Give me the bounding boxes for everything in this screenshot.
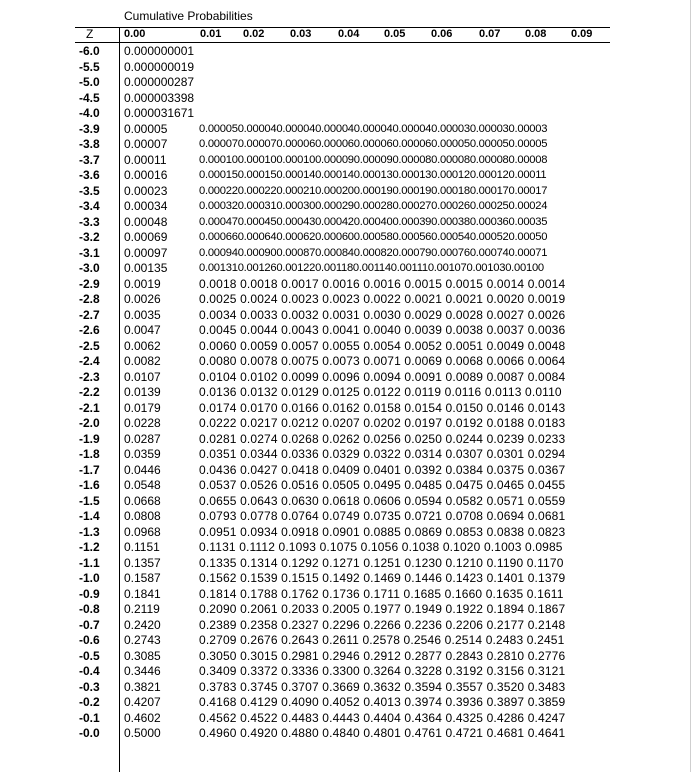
probability-cell-0.00: 0.0026 xyxy=(124,292,161,306)
column-header: 0.07 xyxy=(479,28,501,40)
table-row xyxy=(0,168,620,184)
table-row xyxy=(0,525,620,541)
z-value: -0.2 xyxy=(79,695,100,709)
z-value: -2.9 xyxy=(79,276,100,291)
column-header: 0.02 xyxy=(243,28,265,40)
probability-cells-0.01-0.09: 0.0080 0.0078 0.0075 0.0073 0.0071 0.0069 0.0068 0.0066 0.0064 xyxy=(199,354,566,368)
column-header: 0.05 xyxy=(384,28,406,40)
table-row xyxy=(0,556,620,572)
z-value: -2.2 xyxy=(79,385,100,399)
probability-cells-0.01-0.09: 0.0222 0.0217 0.0212 0.0207 0.0202 0.0197 0.0192 0.0188 0.0183 xyxy=(199,416,566,430)
probability-cells-0.01-0.09: 0.4562 0.4522 0.4483 0.4443 0.4404 0.4364 0.4325 0.4286 0.4247 xyxy=(199,710,566,725)
table-row xyxy=(0,60,620,76)
table-row xyxy=(0,478,620,494)
z-value: -0.9 xyxy=(79,586,100,601)
z-value: -0.1 xyxy=(79,710,100,725)
z-value: -1.6 xyxy=(79,478,100,492)
z-value: -0.8 xyxy=(79,602,100,616)
probability-cells-0.01-0.09: 0.0655 0.0643 0.0630 0.0618 0.0606 0.0594 0.0582 0.0571 0.0559 xyxy=(199,493,566,508)
table-row xyxy=(0,153,620,169)
probability-cell-0.00: 0.00034 xyxy=(124,199,168,213)
z-value: -3.5 xyxy=(79,183,100,198)
table-row xyxy=(0,618,620,634)
probability-cell-0.00: 0.0035 xyxy=(124,307,161,322)
probability-cell-0.00: 0.000003398 xyxy=(124,90,195,105)
probability-cell-0.00: 0.00011 xyxy=(124,152,167,167)
table-row xyxy=(0,432,620,448)
probability-table-body xyxy=(0,44,620,742)
z-value: -3.6 xyxy=(79,168,100,182)
table-row xyxy=(0,215,620,231)
probability-cell-0.00: 0.000031671 xyxy=(124,106,195,120)
probability-cells-0.01-0.09: 0.000320.000310.000300.000290.000280.000270.000260.000250.00024 xyxy=(199,200,548,212)
z-value: -3.1 xyxy=(79,245,100,260)
probability-cells-0.01-0.09: 0.001310.001260.001220.001180.001140.001110.001070.001030.00100 xyxy=(199,262,544,274)
probability-cell-0.00: 0.0968 xyxy=(124,524,161,539)
probability-cells-0.01-0.09: 0.0281 0.0274 0.0268 0.0262 0.0256 0.0250 0.0244 0.0239 0.0233 xyxy=(199,431,566,446)
probability-cell-0.00: 0.000000001 xyxy=(124,44,195,58)
table-row xyxy=(0,509,620,525)
table-row xyxy=(0,277,620,293)
probability-cells-0.01-0.09: 0.0174 0.0170 0.0166 0.0162 0.0158 0.0154 0.0150 0.0146 0.0143 xyxy=(199,400,566,415)
table-row xyxy=(0,308,620,324)
z-value: -0.4 xyxy=(79,664,100,678)
probability-cell-0.00: 0.0179 xyxy=(124,400,161,415)
probability-cells-0.01-0.09: 0.0034 0.0033 0.0032 0.0031 0.0030 0.0029 0.0028 0.0027 0.0026 xyxy=(199,307,566,322)
z-value: -1.1 xyxy=(79,555,100,570)
table-row xyxy=(0,339,620,355)
table-row xyxy=(0,122,620,138)
probability-cell-0.00: 0.000000287 xyxy=(124,75,195,89)
table-row xyxy=(0,587,620,603)
column-header-row xyxy=(0,27,620,42)
table-row xyxy=(0,199,620,215)
probability-cells-0.01-0.09: 0.000660.000640.000620.000600.000580.000560.000540.000520.00050 xyxy=(199,231,548,243)
z-value: -2.8 xyxy=(79,292,100,306)
probability-cell-0.00: 0.0228 xyxy=(124,416,161,430)
table-row xyxy=(0,711,620,727)
z-value: -3.2 xyxy=(79,230,100,244)
probability-cell-0.00: 0.00005 xyxy=(124,121,168,136)
column-header: 0.01 xyxy=(200,28,222,40)
probability-cell-0.00: 0.5000 xyxy=(124,726,161,740)
table-row xyxy=(0,292,620,308)
probability-cells-0.01-0.09: 0.0045 0.0044 0.0043 0.0041 0.0040 0.0039 0.0038 0.0037 0.0036 xyxy=(199,323,566,337)
table-row xyxy=(0,370,620,386)
table-row xyxy=(0,695,620,711)
probability-cell-0.00: 0.1357 xyxy=(124,555,161,570)
table-row xyxy=(0,649,620,665)
probability-cells-0.01-0.09: 0.2389 0.2358 0.2327 0.2296 0.2266 0.2236 0.2206 0.2177 0.2148 xyxy=(199,617,566,632)
probability-cell-0.00: 0.0019 xyxy=(124,276,161,291)
probability-cell-0.00: 0.1587 xyxy=(124,571,161,585)
column-header: 0.06 xyxy=(431,28,453,40)
table-row xyxy=(0,680,620,696)
z-value: -0.6 xyxy=(79,633,100,647)
z-value: -4.0 xyxy=(79,106,100,120)
z-column-header: Z xyxy=(86,27,94,41)
z-value: -5.0 xyxy=(79,75,100,89)
table-title: Cumulative Probabilities xyxy=(124,9,253,23)
z-value: -2.5 xyxy=(79,338,100,353)
table-row xyxy=(0,44,620,60)
column-header: 0.00 xyxy=(124,28,146,40)
probability-cells-0.01-0.09: 0.0104 0.0102 0.0099 0.0096 0.0094 0.0091 0.0089 0.0087 0.0084 xyxy=(199,369,566,384)
probability-cells-0.01-0.09: 0.0436 0.0427 0.0418 0.0409 0.0401 0.0392 0.0384 0.0375 0.0367 xyxy=(199,462,566,477)
column-header: 0.04 xyxy=(338,28,360,40)
probability-cell-0.00: 0.0548 xyxy=(124,478,161,492)
z-value: -2.6 xyxy=(79,323,100,337)
probability-cell-0.00: 0.2119 xyxy=(124,602,160,616)
probability-cell-0.00: 0.000000019 xyxy=(124,59,195,74)
z-value: -2.4 xyxy=(79,354,100,368)
probability-cells-0.01-0.09: 0.4168 0.4129 0.4090 0.4052 0.4013 0.3974 0.3936 0.3897 0.3859 xyxy=(199,695,566,709)
probability-cells-0.01-0.09: 0.0951 0.0934 0.0918 0.0901 0.0885 0.0869 0.0853 0.0838 0.0823 xyxy=(199,524,566,539)
z-value: -1.7 xyxy=(79,462,100,477)
probability-cell-0.00: 0.1151 xyxy=(124,540,160,554)
z-value: -4.5 xyxy=(79,90,100,105)
probability-cell-0.00: 0.2420 xyxy=(124,617,161,632)
probability-cells-0.01-0.09: 0.0060 0.0059 0.0057 0.0055 0.0054 0.0052 0.0051 0.0049 0.0048 xyxy=(199,338,566,353)
table-row xyxy=(0,354,620,370)
probability-cells-0.01-0.09: 0.000470.000450.000430.000420.000400.000390.000380.000360.00035 xyxy=(199,215,548,228)
z-value: -3.7 xyxy=(79,152,100,167)
z-value: -1.2 xyxy=(79,540,100,554)
z-value: -6.0 xyxy=(79,44,100,58)
probability-cells-0.01-0.09: 0.3409 0.3372 0.3336 0.3300 0.3264 0.3228 0.3192 0.3156 0.3121 xyxy=(199,664,566,678)
probability-cells-0.01-0.09: 0.1131 0.1112 0.1093 0.1075 0.1056 0.1038 0.1020 0.1003 0.0985 xyxy=(199,540,563,554)
probability-cells-0.01-0.09: 0.0351 0.0344 0.0336 0.0329 0.0322 0.0314 0.0307 0.0301 0.0294 xyxy=(199,447,566,461)
table-row xyxy=(0,323,620,339)
table-row xyxy=(0,494,620,510)
probability-cell-0.00: 0.0047 xyxy=(124,323,161,337)
probability-cell-0.00: 0.3085 xyxy=(124,648,161,663)
probability-cell-0.00: 0.0808 xyxy=(124,509,161,523)
table-row xyxy=(0,106,620,122)
table-row xyxy=(0,75,620,91)
probability-cell-0.00: 0.2743 xyxy=(124,633,161,647)
probability-cell-0.00: 0.0139 xyxy=(124,385,161,399)
probability-cell-0.00: 0.0287 xyxy=(124,431,161,446)
probability-cell-0.00: 0.4602 xyxy=(124,710,161,725)
probability-cells-0.01-0.09: 0.000050.000040.000040.000040.000040.000040.000030.000030.00003 xyxy=(199,122,548,135)
probability-cells-0.01-0.09: 0.1335 0.1314 0.1292 0.1271 0.1251 0.1230 0.1210 0.1190 0.1170 xyxy=(199,555,564,570)
table-row xyxy=(0,401,620,417)
column-header: 0.09 xyxy=(571,28,593,40)
probability-cell-0.00: 0.0062 xyxy=(124,338,161,353)
z-value: -5.5 xyxy=(79,59,100,74)
probability-cell-0.00: 0.0446 xyxy=(124,462,161,477)
z-value: -3.4 xyxy=(79,199,100,213)
table-row xyxy=(0,540,620,556)
probability-cell-0.00: 0.00016 xyxy=(124,168,168,182)
probability-cells-0.01-0.09: 0.000940.000900.000870.000840.000820.000790.000760.000740.00071 xyxy=(199,246,548,259)
probability-cell-0.00: 0.0359 xyxy=(124,447,161,461)
probability-cells-0.01-0.09: 0.0793 0.0778 0.0764 0.0749 0.0735 0.0721 0.0708 0.0694 0.0681 xyxy=(199,509,566,523)
probability-cell-0.00: 0.3446 xyxy=(124,664,161,678)
probability-cell-0.00: 0.1841 xyxy=(124,586,161,601)
z-value: -3.3 xyxy=(79,214,100,229)
table-row xyxy=(0,571,620,587)
table-row xyxy=(0,416,620,432)
probability-cell-0.00: 0.00097 xyxy=(124,245,168,260)
z-value: -0.7 xyxy=(79,617,100,632)
probability-cells-0.01-0.09: 0.0136 0.0132 0.0129 0.0125 0.0122 0.0119 0.0116 0.0113 0.0110 xyxy=(199,385,562,399)
probability-cells-0.01-0.09: 0.0018 0.0018 0.0017 0.0016 0.0016 0.0015 0.0015 0.0014 0.0014 xyxy=(199,276,566,291)
probability-cell-0.00: 0.4207 xyxy=(124,695,161,709)
z-value: -1.8 xyxy=(79,447,100,461)
probability-cell-0.00: 0.0082 xyxy=(124,354,161,368)
column-header: 0.08 xyxy=(525,28,547,40)
probability-cells-0.01-0.09: 0.2090 0.2061 0.2033 0.2005 0.1977 0.1949 0.1922 0.1894 0.1867 xyxy=(199,602,566,616)
z-value: -2.1 xyxy=(79,400,100,415)
table-row xyxy=(0,91,620,107)
table-row xyxy=(0,230,620,246)
z-value: -3.9 xyxy=(79,121,100,136)
probability-cells-0.01-0.09: 0.000070.000070.000060.000060.000060.000060.000050.000050.00005 xyxy=(199,138,548,150)
probability-cell-0.00: 0.0107 xyxy=(124,369,161,384)
probability-cells-0.01-0.09: 0.4960 0.4920 0.4880 0.4840 0.4801 0.4761 0.4721 0.4681 0.4641 xyxy=(199,726,566,740)
probability-cell-0.00: 0.00048 xyxy=(124,214,168,229)
z-value: -2.7 xyxy=(79,307,100,322)
table-row xyxy=(0,602,620,618)
table-row xyxy=(0,385,620,401)
probability-cell-0.00: 0.00069 xyxy=(124,230,168,244)
table-row xyxy=(0,463,620,479)
probability-cell-0.00: 0.00023 xyxy=(124,183,168,198)
z-value: -0.0 xyxy=(79,726,100,740)
z-value: -0.5 xyxy=(79,648,100,663)
probability-cells-0.01-0.09: 0.3783 0.3745 0.3707 0.3669 0.3632 0.3594 0.3557 0.3520 0.3483 xyxy=(199,679,566,694)
table-row xyxy=(0,184,620,200)
table-row xyxy=(0,664,620,680)
table-row xyxy=(0,137,620,153)
table-row xyxy=(0,246,620,262)
z-value: -1.4 xyxy=(79,509,100,523)
table-row xyxy=(0,726,620,742)
z-value: -1.9 xyxy=(79,431,100,446)
header-bottom-rule xyxy=(75,42,610,43)
z-value: -0.3 xyxy=(79,679,100,694)
probability-cells-0.01-0.09: 0.0025 0.0024 0.0023 0.0023 0.0022 0.0021 0.0021 0.0020 0.0019 xyxy=(199,292,566,306)
probability-cells-0.01-0.09: 0.3050 0.3015 0.2981 0.2946 0.2912 0.2877 0.2843 0.2810 0.2776 xyxy=(199,648,566,663)
z-value: -1.0 xyxy=(79,571,100,585)
probability-cells-0.01-0.09: 0.1562 0.1539 0.1515 0.1492 0.1469 0.1446 0.1423 0.1401 0.1379 xyxy=(199,571,566,585)
z-value: -3.0 xyxy=(79,261,100,275)
z-value: -3.8 xyxy=(79,137,100,151)
probability-cell-0.00: 0.0668 xyxy=(124,493,161,508)
probability-cells-0.01-0.09: 0.000150.000150.000140.000140.000130.000130.000120.000120.00011 xyxy=(199,169,547,181)
probability-cells-0.01-0.09: 0.000100.000100.000100.000090.000090.000080.000080.000080.00008 xyxy=(199,153,548,166)
z-value: -1.3 xyxy=(79,524,100,539)
probability-cell-0.00: 0.3821 xyxy=(124,679,161,694)
z-value: -2.0 xyxy=(79,416,100,430)
probability-cells-0.01-0.09: 0.2709 0.2676 0.2643 0.2611 0.2578 0.2546 0.2514 0.2483 0.2451 xyxy=(199,633,565,647)
table-row xyxy=(0,633,620,649)
z-value: -2.3 xyxy=(79,369,100,384)
column-header: 0.03 xyxy=(290,28,312,40)
probability-cell-0.00: 0.00007 xyxy=(124,137,168,151)
probability-cells-0.01-0.09: 0.000220.000220.000210.000200.000190.000190.000180.000170.00017 xyxy=(199,184,548,197)
z-value: -1.5 xyxy=(79,493,100,508)
table-row xyxy=(0,447,620,463)
probability-cell-0.00: 0.00135 xyxy=(124,261,168,275)
table-row xyxy=(0,261,620,277)
probability-cells-0.01-0.09: 0.1814 0.1788 0.1762 0.1736 0.1711 0.1685 0.1660 0.1635 0.1611 xyxy=(199,586,564,601)
probability-cells-0.01-0.09: 0.0537 0.0526 0.0516 0.0505 0.0495 0.0485 0.0475 0.0465 0.0455 xyxy=(199,478,566,492)
